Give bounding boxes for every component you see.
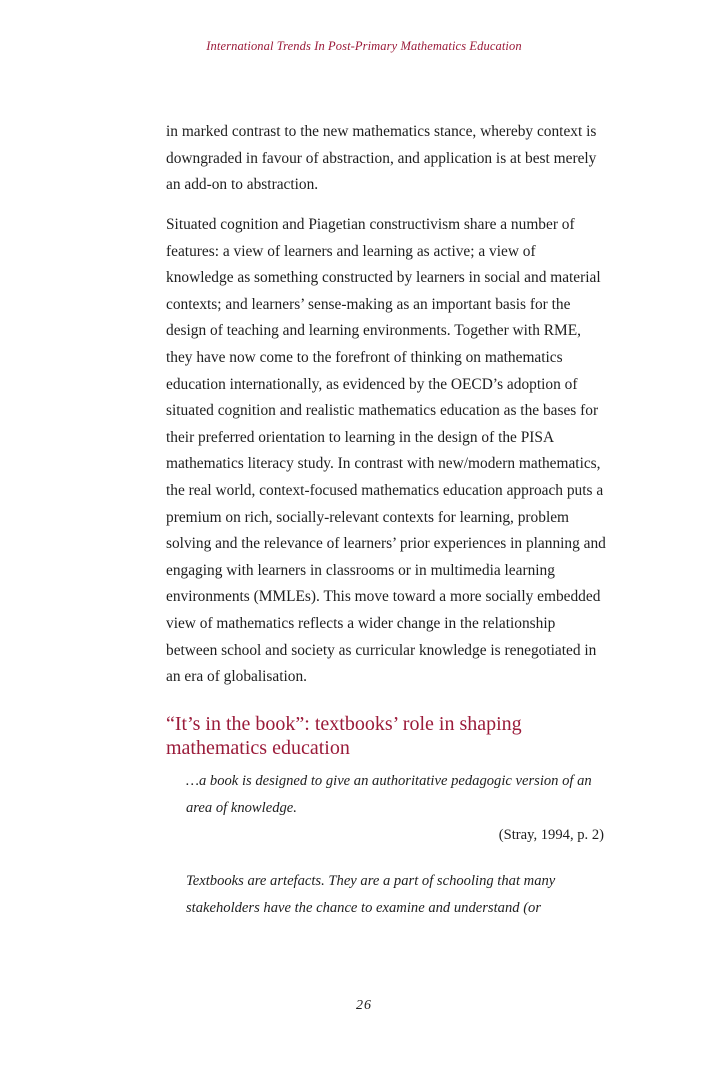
section-heading: “It’s in the book”: textbooks’ role in shaping mathematics education <box>166 713 522 759</box>
quote-citation: (Stray, 1994, p. 2) <box>498 827 604 843</box>
body-paragraph-1: in marked contrast to the new mathematics stance, whereby context is downgraded in favour of abstraction, and application is at best merely an add-on to abstraction. <box>166 123 597 194</box>
block-quote-2: Textbooks are artefacts. They are a part of schooling that many stakeholders have the chance to examine and understand (or <box>186 873 556 916</box>
block-quote-1: …a book is designed to give an authoritative pedagogic version of an area of knowledge. <box>186 773 592 816</box>
page-number: 26 <box>356 998 372 1013</box>
running-header: International Trends In Post-Primary Mathematics Education <box>206 39 522 53</box>
body-paragraph-2: Situated cognition and Piagetian constructivism share a number of features: a view of learners and learning as active; a view of knowledge as something constructed by learners in social and material contexts; and learners’ sense-making as an important basis for the design of teaching and learning environments. Together with RME, they have now come to the forefront of thinking on mathematics education internationally, as evidenced by the OECD’s adoption of situated cognition and realistic mathematics education as the bases for their preferred orientation to learning in the design of the PISA mathematics literacy study. In contrast with new/modern mathematics, the real world, context-focused mathematics education approach puts a premium on rich, socially-relevant contexts for learning, problem solving and the relevance of learners’ prior experiences in planning and engaging with learners in classrooms or in multimedia learning environments (MMLEs). This move toward a more socially embedded view of mathematics reflects a wider change in the relationship between school and society as curricular knowledge is renegotiated in an era of globalisation. <box>166 216 606 686</box>
